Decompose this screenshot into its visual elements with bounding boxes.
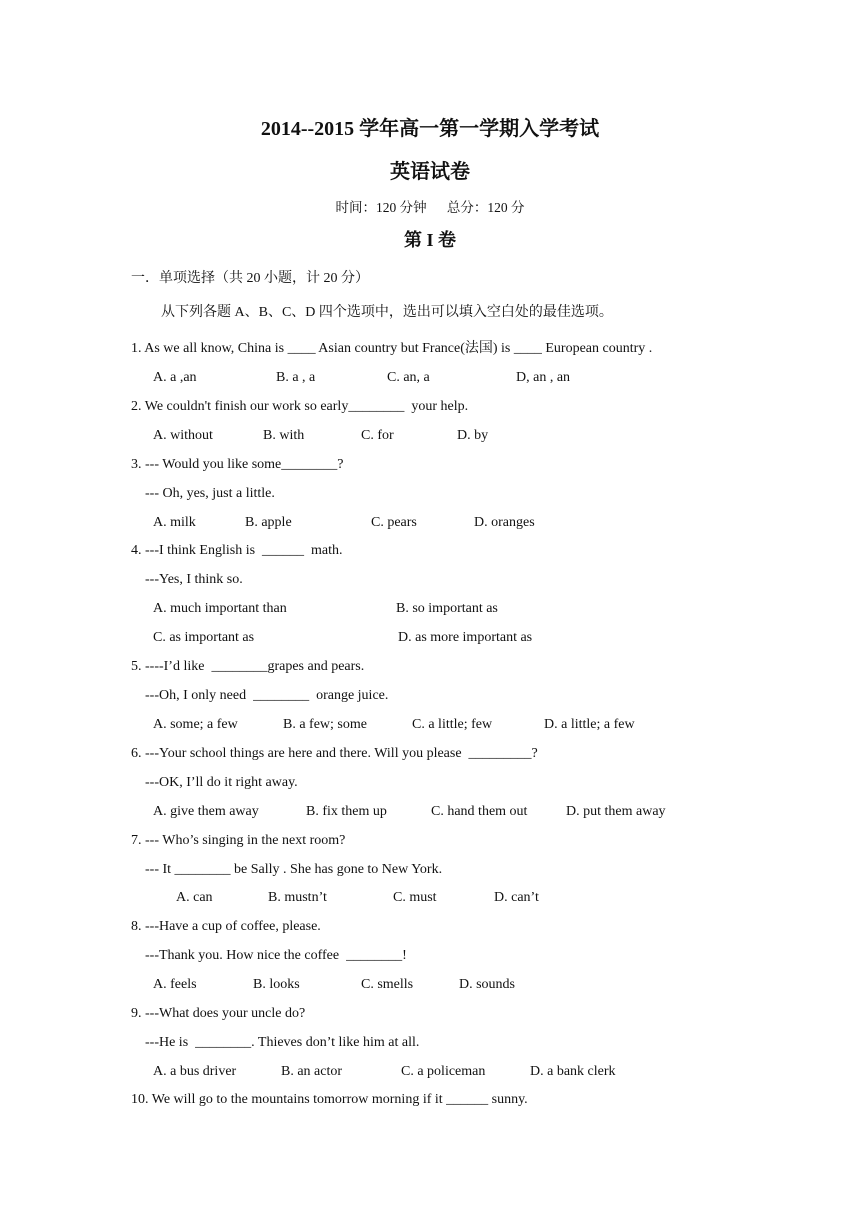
option-b: B. mustn’t: [268, 890, 327, 905]
option-b: B. a few; some: [283, 717, 367, 732]
option-d: D. a little; a few: [544, 717, 635, 732]
option-a: A. some; a few: [153, 717, 238, 732]
option-c: C. smells: [361, 977, 414, 992]
option-a: A. a ,an: [153, 370, 197, 385]
question-stem: 4. ---I think English is ______ math.: [131, 543, 343, 558]
question-stem: 7. --- Who’s singing in the next room?: [131, 833, 346, 848]
option-c: C. as important as: [153, 630, 255, 645]
question-dialogue: ---Thank you. How nice the coffee ________!: [145, 948, 407, 963]
question-stem: 2. We couldn't finish our work so early________ your help.: [131, 399, 469, 414]
option-c: C. for: [361, 428, 394, 443]
option-c: C. must: [393, 890, 437, 905]
question-stem: 5. ----I’d like ________grapes and pears.: [131, 659, 365, 674]
option-a: A. much important than: [153, 601, 287, 616]
exam-subject: 英语试卷: [390, 161, 470, 183]
question-stem: 3. --- Would you like some________?: [131, 457, 344, 472]
option-a: A. without: [153, 428, 213, 443]
question-dialogue: --- It ________ be Sally . She has gone to New York.: [145, 862, 443, 877]
option-d: D. by: [457, 428, 489, 443]
option-b: B. fix them up: [306, 804, 387, 819]
option-a: A. a bus driver: [153, 1064, 237, 1079]
option-d: D. as more important as: [398, 630, 533, 645]
option-d: D. can’t: [494, 890, 539, 905]
option-b: B. apple: [245, 515, 292, 530]
question-dialogue: ---Yes, I think so.: [145, 572, 243, 587]
option-b: B. looks: [253, 977, 300, 992]
exam-title: 2014--2015 学年高一第一学期入学考试: [260, 118, 600, 140]
option-a: A. give them away: [153, 804, 259, 819]
part-heading: 一．单项选择（共 20 小题，计 20 分）: [131, 271, 369, 286]
option-b: B. with: [263, 428, 305, 443]
option-b: B. so important as: [396, 601, 498, 616]
option-d: D. oranges: [474, 515, 535, 530]
option-c: C. a policeman: [401, 1064, 486, 1079]
question-dialogue: ---OK, I’ll do it right away.: [145, 775, 298, 790]
option-d: D. a bank clerk: [530, 1064, 616, 1079]
option-c: C. a little; few: [412, 717, 493, 732]
option-c: C. hand them out: [431, 804, 528, 819]
option-b: B. a , a: [276, 370, 316, 385]
option-d: D. put them away: [566, 804, 666, 819]
option-c: C. an, a: [387, 370, 430, 385]
option-b: B. an actor: [281, 1064, 343, 1079]
question-stem: 1. As we all know, China is ____ Asian country but France(法国) is ____ European country .: [131, 341, 653, 356]
volume-heading: 第 I 卷: [403, 230, 456, 250]
option-a: A. can: [176, 890, 213, 905]
exam-time-score: 时间：120 分钟 总分：120 分: [335, 200, 525, 215]
option-d: D, an , an: [516, 370, 571, 385]
option-a: A. milk: [153, 515, 196, 530]
question-dialogue: ---He is ________. Thieves don’t like him at all.: [145, 1035, 420, 1050]
question-dialogue: ---Oh, I only need ________ orange juice.: [145, 688, 389, 703]
option-d: D. sounds: [459, 977, 516, 992]
question-stem: 10. We will go to the mountains tomorrow morning if it ______ sunny.: [131, 1092, 528, 1107]
question-stem: 8. ---Have a cup of coffee, please.: [131, 919, 321, 934]
part-instruction: 从下列各题 A、B、C、D 四个选项中，选出可以填入空白处的最佳选项。: [161, 305, 613, 320]
question-dialogue: --- Oh, yes, just a little.: [145, 486, 275, 501]
option-a: A. feels: [153, 977, 197, 992]
question-stem: 6. ---Your school things are here and there. Will you please _________?: [131, 746, 538, 761]
option-c: C. pears: [371, 515, 417, 530]
question-stem: 9. ---What does your uncle do?: [131, 1006, 306, 1021]
